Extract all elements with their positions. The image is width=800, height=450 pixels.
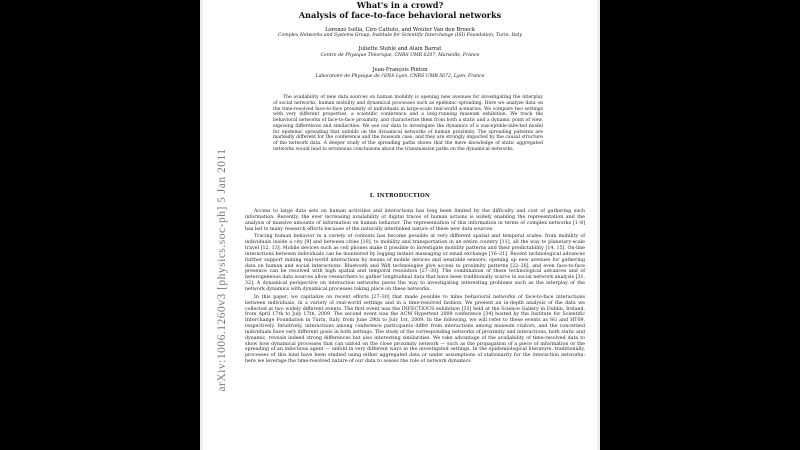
title-line-2: Analysis of face-to-face behavioral networks <box>298 10 502 20</box>
affiliation-group-1: Complex Networks and Systems Group, Institute for Scientific Interchange (ISI) Foundation, Turin, Italy <box>278 33 522 38</box>
title-line-1: What's in a crowd? <box>356 0 444 10</box>
affiliation-group-3: Laboratoire de Physique de l'ENS Lyon, CNRS UMR 5672, Lyon, France <box>315 74 485 79</box>
intro-paragraph-2: Tracing human behavior in a variety of contexts has become possible at very different spatial and temporal scales: from mobility of individuals inside a city [9] and between cities [10], to mobility and transportation in an entire country [11], all the way to planetary-scale travel [12, 13]. Mobile devices such as cell phones make it possible to investigate mobility patterns and their predictability [14, 15]. On-line interactions between individuals can be monitored by logging instant messaging or email exchange [16–21]. Recent technological advances further support mining real-world interactions by means of mobile devices and wearable sensors, opening up new avenues for gathering data on human and social interactions. Bluetooth and Wifi technologies give access to proximity patterns [22–26], and even face-to-face presence can be resolved with high spatial and temporal resolution [27–30]. The combination of these technological advances and of heterogeneous data sources allow researchers to gather longitudinal data that have been traditionally scarce in social network analysis [31, 32]. A dynamical perspective on interaction networks paves the way to investigating interesting problems such as the interplay of the network dynamics with dynamical processes taking place on these networks. <box>245 234 585 292</box>
authors-group-1: Lorenzo Isella, Ciro Cattuto, and Wouter Van den Broeck <box>325 27 475 33</box>
affiliation-group-2: Centre de Physique Théorique, CNRS UMR 6207, Marseille, France <box>320 53 480 58</box>
arxiv-identifier-text: arXiv:1006.1260v3 [physics.soc-ph] 5 Jan 2011 <box>216 148 228 392</box>
abstract <box>273 95 543 153</box>
paper-title <box>200 0 600 20</box>
intro-paragraph-1: Access to large data sets on human activities and interactions has long been limited by the difficulty and cost of gathering such information. Recently, the ever increasing availability of digital traces of human actions is widely enabling the representation and the analysis of massive amounts of information on human behavior. The representation of this information in terms of complex networks [1–8] has led to many research efforts because of the naturally interlinked nature of these new data sources. <box>245 209 585 232</box>
abstract-text: The availability of new data sources on human mobility is opening new avenues for investigating the interplay of social networks, human mobility and dynamical processes such as epidemic spreading. Here we analyze data on the time-resolved face-to-face proximity of individuals in large-scale real-world scenarios. We compare two settings with very different properties, a scientific conference and a long-running museum exhibition. We track the behavioral networks of face-to-face proximity, and characterize them from both a static and a dynamic point of view, exposing differences and similarities. We use our data to investigate the dynamics of a susceptible-infected model for epidemic spreading that unfolds on the dynamical networks of human proximity. The spreading patterns are markedly different for the conference and the museum case, and they are strongly impacted by the causal structure of the network data. A deeper study of the spreading paths shows that the mere knowledge of static aggregated networks would lead to erroneous conclusions about the transmission paths on the dynamical networks. <box>273 95 543 152</box>
section-heading-introduction: I. INTRODUCTION <box>369 193 431 199</box>
paper-page <box>200 0 600 450</box>
authors-group-3: Jean-François Pinton <box>372 67 428 73</box>
intro-paragraph-3: In this paper, we capitalize on recent efforts [27–30] that made possible to mine behavioral networks of face-to-face interactions between individuals, in a variety of real-world settings and in a time-resolved fashion. We present an in-depth analysis of the data we collected at two widely different events. The first event was the INFECTIOUS exhibition [33] held at the Science Gallery in Dublin, Ireland, from April 17th to July 17th, 2009. The second event was the ACM Hypertext 2009 conference [34] hosted by the Institute for Scientific Interchange Foundation in Turin, Italy, from June 29th to July 1st, 2009. In the following, we will refer to these events as SG and HT09, respectively. Intuitively, interactions among conference participants differ from interactions among museum visitors, and the concerned individuals have very different goals in both settings. The study of the corresponding networks of proximity and interactions, both static and dynamic, reveals indeed strong differences but also interesting similarities. We take advantage of the availability of time-resolved data to show how dynamical processes that can unfold on the close proximity network — such as the propagation of a piece of information or the spreading of an infectious agent — unfold in very different ways in the investigated settings. In the epidemiological literature, traditionally, processes of this kind have been studied using either aggregated data or under assumptions of stationarity for the interaction networks: here we leverage the time-resolved nature of our data to assess the role of network dynamics <box>245 294 585 365</box>
authors-group-2: Juliette Stehlé and Alain Barrat <box>358 46 442 52</box>
introduction-body <box>245 209 585 367</box>
